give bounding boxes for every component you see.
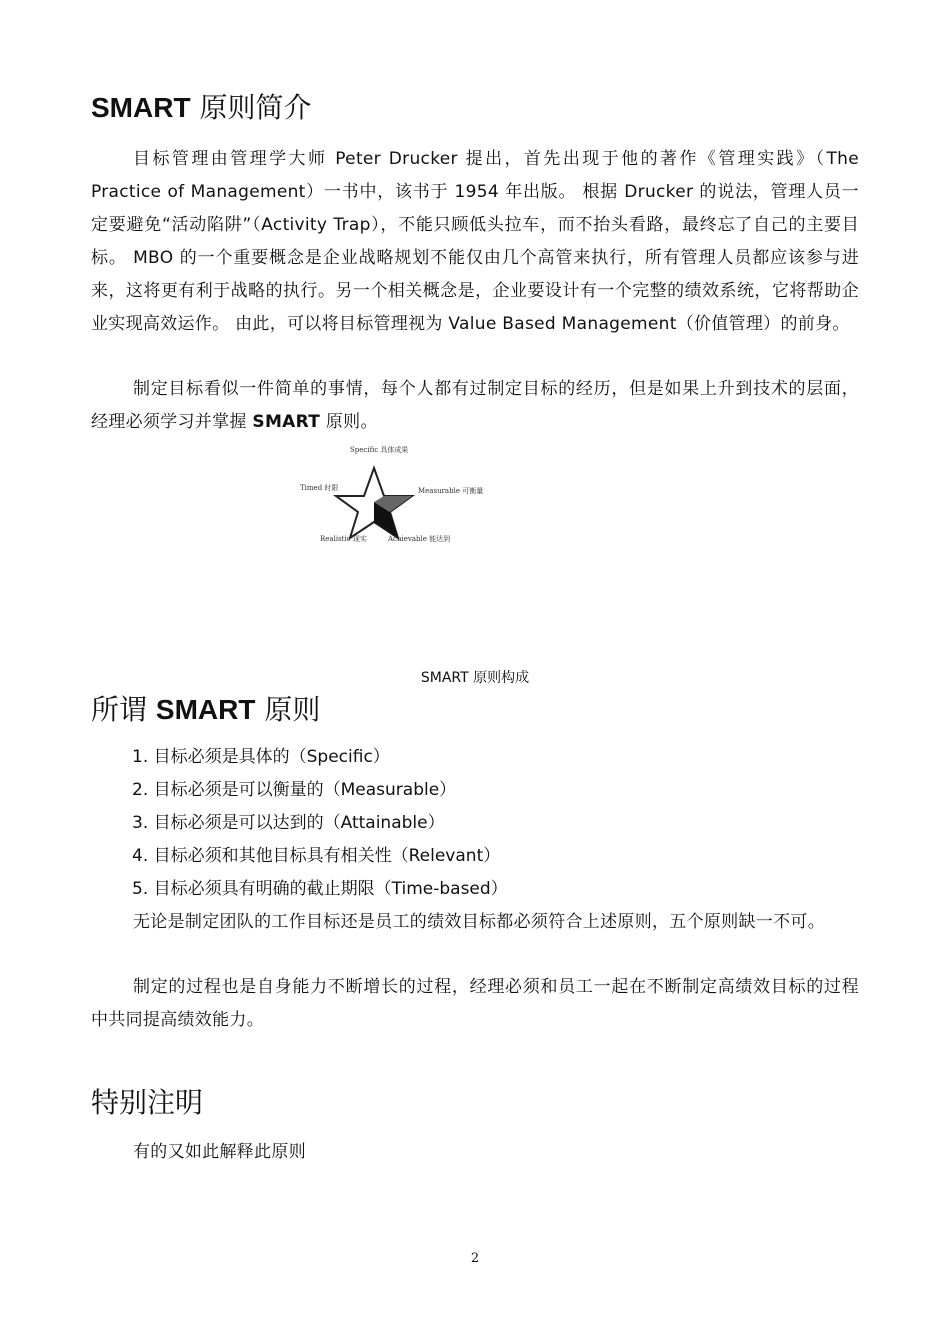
list-item: 1. 目标必须是具体的（Specific） — [132, 747, 390, 767]
heading-bold-smart: SMART — [91, 92, 191, 123]
principles-list — [132, 741, 508, 906]
heading-rest: 原则 — [255, 693, 321, 726]
label-achievable: Achievable 能达到 — [388, 535, 451, 543]
intro-p2-text: 制定目标看似一件简单的事情，每个人都有过制定目标的经历，但是如果上升到技术的层面，经理必须学习并掌握 — [91, 379, 859, 432]
section-heading-intro — [91, 86, 311, 126]
section-heading-note: 特别注明 — [91, 1086, 204, 1119]
list-item: 5. 目标必须具有明确的截止期限（Time-based） — [132, 879, 508, 899]
label-timed: Timed 时限 — [300, 484, 339, 492]
smart-star-diagram — [296, 440, 496, 550]
after-list-paragraph-1: 无论是制定团队的工作目标还是员工的绩效目标都必须符合上述原则，五个原则缺一不可。 — [133, 912, 825, 932]
list-item: 4. 目标必须和其他目标具有相关性（Relevant） — [132, 846, 501, 866]
label-specific: Specific 具体成果 — [350, 446, 409, 454]
intro-paragraph-2 — [91, 373, 859, 439]
heading-bold-smart-2: SMART — [155, 694, 256, 725]
figure-caption: SMART 原则构成 — [420, 670, 530, 686]
heading-pre: 所谓 — [91, 693, 156, 726]
heading-text: 原则简介 — [190, 91, 312, 124]
page-number: 2 — [470, 1251, 480, 1266]
section-heading-smart — [91, 688, 320, 728]
label-realistic: Realistic 现实 — [320, 535, 367, 543]
after-list-paragraph-2: 制定的过程也是自身能力不断增长的过程，经理必须和员工一起在不断制定高绩效目标的过程中共同提高绩效能力。 — [91, 977, 859, 1030]
intro-p2-bold: SMART — [252, 412, 321, 432]
label-measurable: Measurable 可衡量 — [418, 487, 484, 495]
intro-p2-end: 原则。 — [320, 412, 378, 432]
note-paragraph: 有的又如此解释此原则 — [133, 1142, 306, 1162]
intro-paragraph-1: 目标管理由管理学大师 Peter Drucker 提出，首先出现于他的著作《管理实践》（The Practice of Management）一书中，该书于 1954 年出版。 根据 Drucker 的说法，管理人员一定要避免“活动陷阱”（Activity Trap），不能只顾低头拉车，而不抬头看路，最终忘了自己的主要目标。 MBO 的一个重要概念是企业战略规划不能仅由几个高管来执行，所有管理人员都应该参与进来，这将更有利于战略的执行。另一个相关概念是，企业要设计有一个完整的绩效系统，它将帮助企业实现高效运作。 由此，可以将目标管理视为 Value Based Management（价值管理）的前身。 — [91, 149, 859, 334]
list-item: 3. 目标必须是可以达到的（Attainable） — [132, 813, 445, 833]
list-item: 2. 目标必须是可以衡量的（Measurable） — [132, 780, 457, 800]
